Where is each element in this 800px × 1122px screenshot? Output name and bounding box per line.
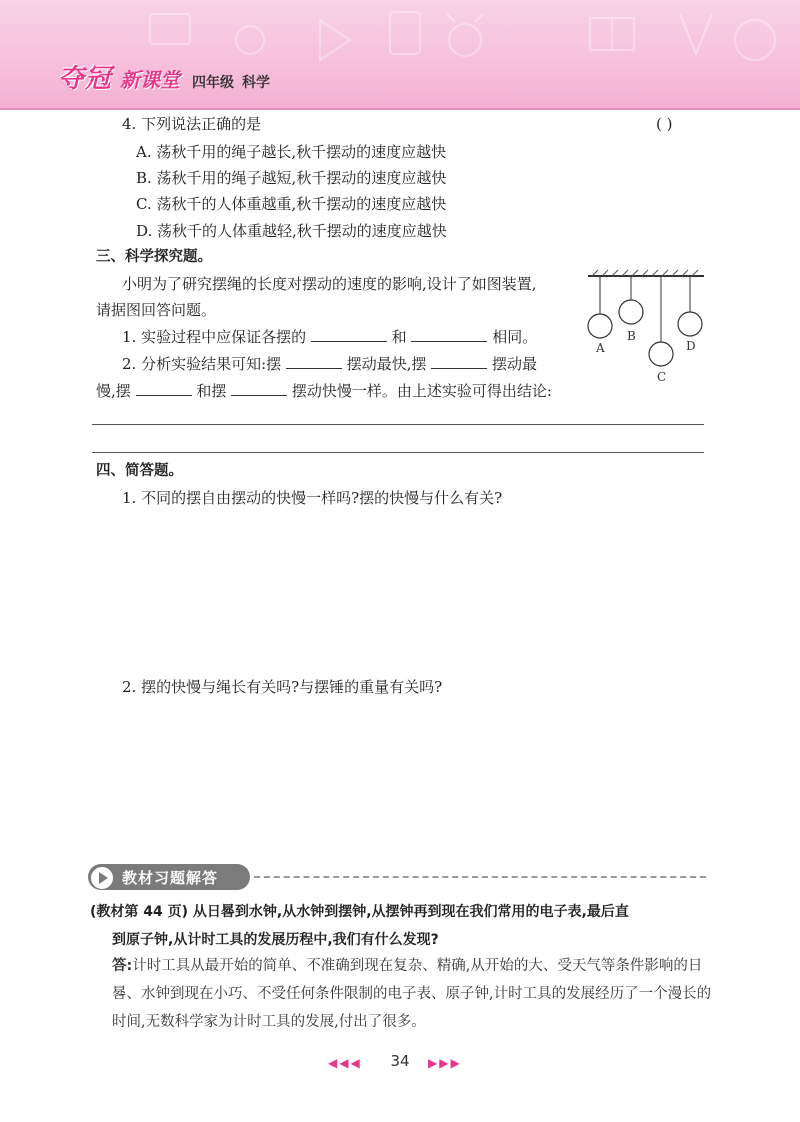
q4-answer-paren[interactable]: ( ) — [656, 115, 673, 133]
page-number: 34 — [390, 1052, 410, 1070]
q1-blank-2[interactable] — [411, 327, 487, 342]
q2-blank-slowest[interactable] — [431, 354, 487, 369]
textbook-question-line1: (教材第 44 页) 从日晷到水钟,从水钟到摆钟,从摆钟再到现在我们常用的电子表,最后直 — [90, 904, 629, 920]
pendulum-label-a: A — [596, 341, 605, 355]
pendulum-label-b: B — [627, 329, 636, 343]
conclusion-answer-line-1[interactable] — [92, 424, 704, 425]
pendulum-diagram — [584, 268, 708, 392]
q1-text-c: 相同。 — [492, 328, 538, 346]
conclusion-answer-line-2[interactable] — [92, 452, 704, 453]
brand-logo — [58, 58, 270, 95]
section3-intro-line2: 请据图回答问题。 — [96, 301, 217, 319]
q2-text-e: 和摆 — [196, 382, 227, 400]
section4-q2: 2. 摆的快慢与绳长有关吗?与摆锤的重量有关吗? — [122, 678, 443, 696]
q2-blank-same-1[interactable] — [136, 381, 192, 396]
textbook-question-line2: 到原子钟,从计时工具的发展历程中,我们有什么发现? — [112, 932, 439, 948]
pendulum-b-bob — [619, 300, 643, 324]
q1-blank-1[interactable] — [311, 327, 387, 342]
q4-option-c: C. 荡秋千的人体重越重,秋千摆动的速度应越快 — [136, 195, 447, 213]
q2-text-f: 摆动快慢一样。由上述实验可得出结论: — [291, 382, 552, 400]
answer-text: 计时工具从最开始的简单、不准确到现在复杂、精确,从开始的大、受天气等条件影响的日晷、水钟到现在小巧、不受任何条件限制的电子表、原子钟,计时工具的发展经历了一个漫长的时间,无数科学家为计时工具的发展,付出了很多。 — [112, 958, 712, 1030]
q2-text-b: 摆动最快,摆 — [346, 355, 427, 373]
pendulum-d-bob — [678, 312, 702, 336]
section4-title: 四、简答题。 — [96, 463, 183, 479]
pendulum-a-bob — [588, 314, 612, 338]
right-arrows-icon: ▶▶▶ — [428, 1056, 462, 1070]
section4-q1: 1. 不同的摆自由摆动的快慢一样吗?摆的快慢与什么有关? — [122, 489, 503, 507]
textbook-answers-banner — [88, 864, 250, 890]
q2-text-d: 慢,摆 — [96, 382, 131, 400]
q4-option-d: D. 荡秋千的人体重越轻,秋千摆动的速度应越快 — [136, 222, 447, 240]
banner-label: 教材习题解答 — [122, 869, 219, 887]
textbook-answer — [112, 952, 712, 1036]
q2-text-c: 摆动最 — [492, 355, 538, 373]
q2-blank-same-2[interactable] — [231, 381, 287, 396]
banner-dotted-line — [254, 876, 706, 878]
pendulum-label-c: C — [657, 370, 667, 384]
answer-label: 答: — [112, 958, 133, 974]
section3-intro-line1: 小明为了研究摆绳的长度对摆动的速度的影响,设计了如图装置, — [122, 275, 537, 293]
subject-label: 科学 — [242, 75, 271, 91]
q2-text-a: 2. 分析实验结果可知:摆 — [122, 355, 282, 373]
grade-label: 四年级 — [192, 75, 235, 91]
section3-title: 三、科学探究题。 — [96, 249, 212, 265]
left-arrows-icon: ◀◀◀ — [328, 1056, 362, 1070]
section3-q2-line1 — [122, 354, 537, 374]
q2-blank-fastest[interactable] — [286, 354, 342, 369]
brand-series: 新课堂 — [120, 68, 181, 92]
q4-option-b: B. 荡秋千用的绳子越短,秋千摆动的速度应越快 — [136, 169, 447, 187]
q1-text-a: 1. 实验过程中应保证各摆的 — [122, 328, 307, 346]
section3-q2-line2 — [96, 381, 552, 401]
pendulum-c-bob — [649, 342, 673, 366]
section3-q1 — [122, 327, 537, 347]
q1-text-b: 和 — [391, 328, 407, 346]
q4-option-a: A. 荡秋千用的绳子越长,秋千摆动的速度应越快 — [136, 143, 447, 161]
q4-stem: 4. 下列说法正确的是 — [122, 115, 262, 133]
play-icon — [90, 866, 114, 890]
page-header — [0, 0, 800, 110]
brand-name: 夺冠 — [58, 64, 113, 94]
pendulum-label-d: D — [686, 339, 696, 353]
